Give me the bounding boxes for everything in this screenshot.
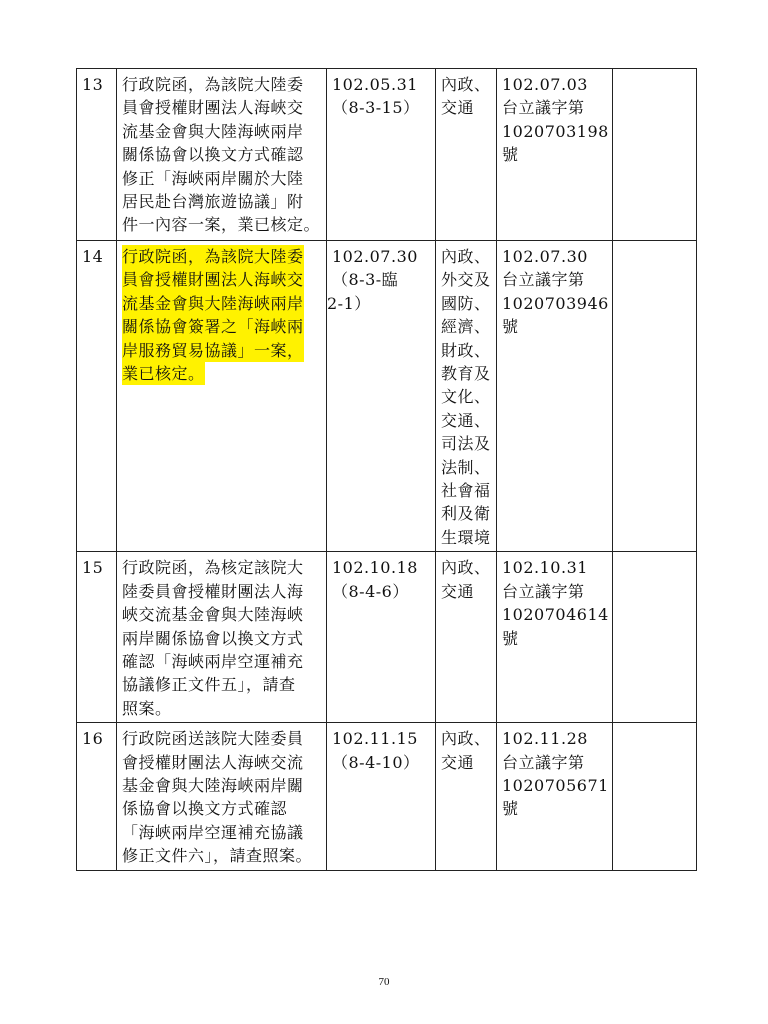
committee-line: 司法及 <box>441 434 491 454</box>
committee-cell <box>436 241 497 552</box>
date-line: （8-3-15） <box>332 98 420 118</box>
subject-line: 協議修正文件五」，請查 <box>122 675 296 695</box>
table-row <box>77 69 697 241</box>
committee-cell <box>436 723 497 870</box>
subject-line: 居民赴台灣旅遊協議」附 <box>122 192 304 212</box>
subject-line: 件一內容一案，業已核定。 <box>122 215 321 235</box>
subject-line: 「海峽兩岸空運補充協議 <box>122 822 304 842</box>
reference-line: 102.07.03 <box>502 75 588 94</box>
subject-cell <box>117 69 327 241</box>
committee-line: 交通 <box>441 98 475 118</box>
reference-line: 102.11.28 <box>502 729 588 749</box>
subject-line: 修正「海峽兩岸關於大陸 <box>122 168 304 188</box>
reference-cell <box>497 241 613 552</box>
subject-line-highlighted: 關係協會簽署之「海峽兩 <box>122 315 304 338</box>
committee-line: 財政、 <box>441 340 491 360</box>
reference-line: 號 <box>502 317 519 337</box>
subject-line: 行政院函送該院大陸委員 <box>122 729 304 749</box>
date-line: 102.10.18 <box>332 558 418 578</box>
committee-line: 教育及 <box>441 364 491 384</box>
item-number: 15 <box>77 552 117 723</box>
subject-line: 峽交流基金會與大陸海峽 <box>122 605 304 625</box>
date-line: 102.07.30 <box>332 247 418 266</box>
table-row <box>77 552 697 723</box>
committee-line: 文化、 <box>441 387 491 407</box>
subject-line: 基金會與大陸海峽兩岸關 <box>122 775 304 795</box>
subject-line-highlighted: 流基金會與大陸海峽兩岸 <box>122 292 304 315</box>
date-cell <box>327 723 436 870</box>
note-cell <box>612 69 696 241</box>
reference-line: 號 <box>502 145 519 165</box>
reference-line: 號 <box>502 799 519 819</box>
subject-line: 關係協會以換文方式確認 <box>122 145 304 165</box>
reference-line: 102.07.30 <box>502 247 588 266</box>
table-row <box>77 241 697 552</box>
committee-cell <box>436 69 497 241</box>
subject-line: 員會授權財團法人海峽交 <box>122 98 304 118</box>
subject-cell <box>117 552 327 723</box>
reference-line: 102.10.31 <box>502 558 588 578</box>
committee-line: 社會福 <box>441 481 491 501</box>
date-line: （8-3-臨 <box>332 270 399 290</box>
reference-line: 號 <box>502 628 519 648</box>
subject-line: 會授權財團法人海峽交流 <box>122 752 304 772</box>
reference-line: 台立議字第 <box>502 270 585 290</box>
reference-line: 台立議字第 <box>502 752 585 772</box>
date-line: 102.05.31 <box>332 75 418 94</box>
committee-line: 內政、 <box>441 75 491 94</box>
subject-line: 修正文件六」，請查照案。 <box>122 846 313 866</box>
subject-line: 照案。 <box>122 698 172 718</box>
subject-line: 兩岸關係協會以換文方式 <box>122 628 304 648</box>
reference-cell <box>497 552 613 723</box>
subject-line-highlighted: 業已核定。 <box>122 362 205 385</box>
subject-line: 陸委員會授權財團法人海 <box>122 581 304 601</box>
committee-line: 內政、 <box>441 247 491 266</box>
subject-cell <box>117 241 327 552</box>
date-cell <box>327 241 436 552</box>
reference-cell <box>497 69 613 241</box>
committee-line: 利及衛 <box>441 504 491 524</box>
subject-line: 流基金會與大陸海峽兩岸 <box>122 121 304 141</box>
note-cell <box>612 241 696 552</box>
committee-line: 國防、 <box>441 293 491 313</box>
page-number: 70 <box>378 976 390 988</box>
subject-line-highlighted: 行政院函，為該院大陸委 <box>122 245 304 268</box>
item-number: 16 <box>77 723 117 870</box>
subject-line: 行政院函，為核定該院大 <box>122 558 304 578</box>
committee-line: 交通 <box>441 752 475 772</box>
committee-line: 交通、 <box>441 410 491 430</box>
subject-line: 係協會以換文方式確認 <box>122 799 288 819</box>
date-line: 2-1） <box>327 293 371 313</box>
reference-line: 1020705671 <box>502 775 609 795</box>
committee-line: 經濟、 <box>441 317 491 337</box>
committee-line: 內政、 <box>441 558 491 578</box>
date-line: （8-4-10） <box>332 752 420 772</box>
table-row <box>77 723 697 870</box>
reference-line: 台立議字第 <box>502 581 585 601</box>
date-cell <box>327 552 436 723</box>
committee-cell <box>436 552 497 723</box>
committee-line: 法制、 <box>441 457 491 477</box>
subject-line: 行政院函，為該院大陸委 <box>122 75 304 94</box>
committee-line: 外交及 <box>441 270 491 290</box>
reference-line: 1020703198 <box>502 121 609 141</box>
committee-line: 交通 <box>441 581 475 601</box>
item-number: 13 <box>77 69 117 241</box>
reference-line: 1020704614 <box>502 605 609 625</box>
reference-line: 1020703946 <box>502 293 609 313</box>
date-line: 102.11.15 <box>332 729 418 749</box>
note-cell <box>612 552 696 723</box>
committee-line: 生環境 <box>441 527 491 547</box>
subject-line-highlighted: 岸服務貿易協議」一案， <box>122 339 304 362</box>
date-line: （8-4-6） <box>332 581 409 601</box>
reference-line: 台立議字第 <box>502 98 585 118</box>
subject-cell <box>117 723 327 870</box>
committee-line: 內政、 <box>441 729 491 749</box>
item-number: 14 <box>77 241 117 552</box>
subject-line-highlighted: 員會授權財團法人海峽交 <box>122 268 304 291</box>
reference-cell <box>497 723 613 870</box>
subject-line: 確認「海峽兩岸空運補充 <box>122 651 304 671</box>
note-cell <box>612 723 696 870</box>
date-cell <box>327 69 436 241</box>
records-table <box>76 68 697 871</box>
